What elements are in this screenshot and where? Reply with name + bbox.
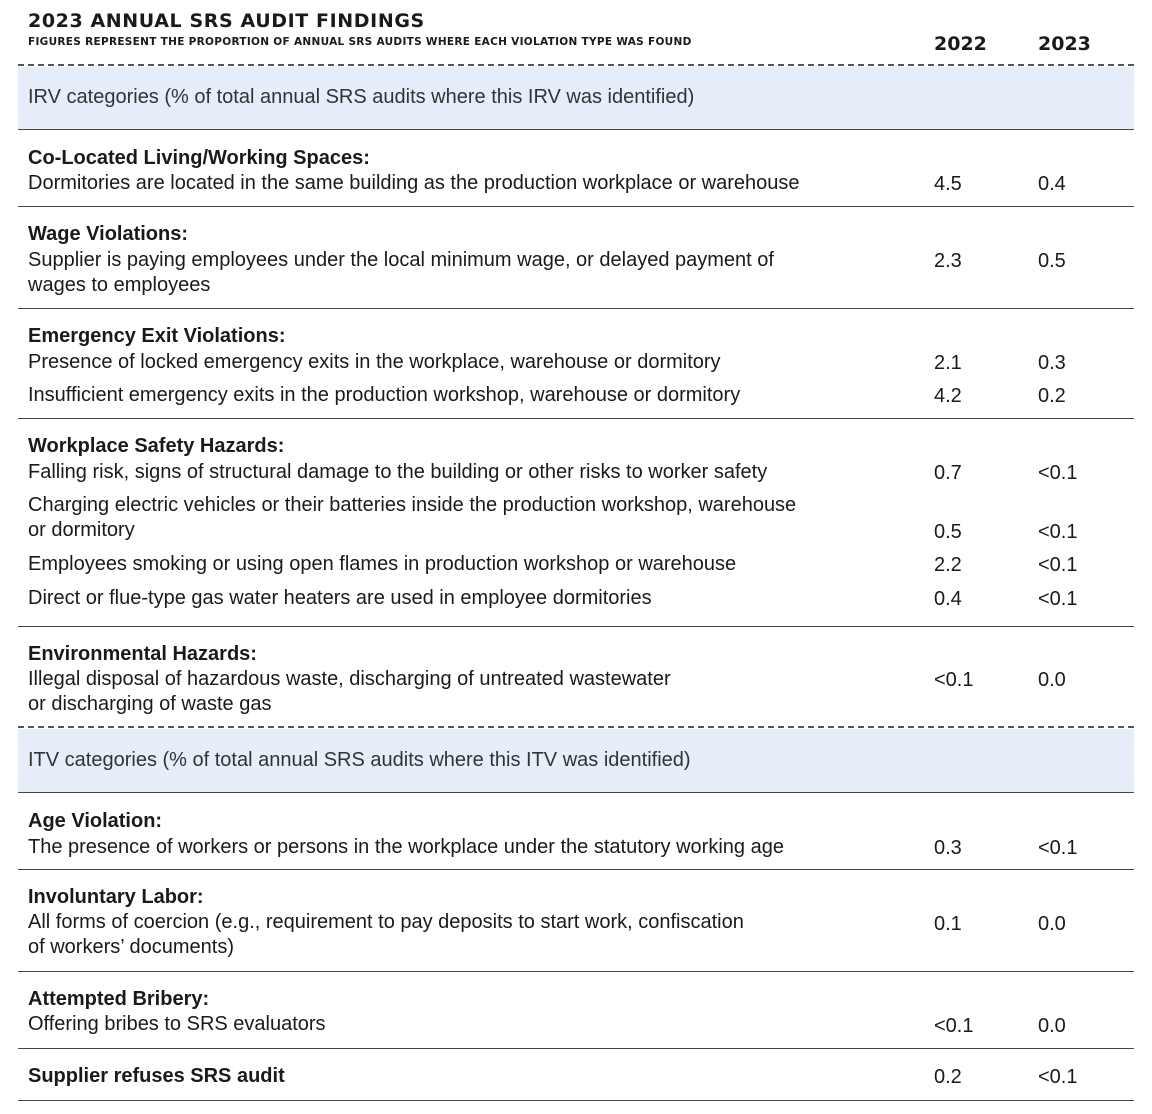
row-divider bbox=[18, 308, 1134, 309]
value-2023: 0.0 bbox=[1038, 1015, 1066, 1037]
row-divider bbox=[18, 418, 1134, 419]
row-description: Employees smoking or using open flames in production workshop or warehouse bbox=[28, 553, 737, 575]
value-2023: 0.0 bbox=[1038, 669, 1066, 691]
value-2022: 4.5 bbox=[934, 173, 962, 195]
value-2023: <0.1 bbox=[1038, 1066, 1078, 1088]
row-description: The presence of workers or persons in the workplace under the statutory working age bbox=[28, 836, 784, 858]
category-heading-age: Age Violation: bbox=[28, 810, 163, 832]
column-header-2022: 2022 bbox=[934, 33, 987, 55]
row-description-line2: or dormitory bbox=[28, 519, 135, 541]
category-heading-involuntary-labor: Involuntary Labor: bbox=[28, 886, 204, 908]
value-2023: <0.1 bbox=[1038, 837, 1078, 859]
value-2023: 0.3 bbox=[1038, 352, 1066, 374]
value-2023: 0.5 bbox=[1038, 250, 1066, 272]
value-2022: 0.7 bbox=[934, 462, 962, 484]
row-description-line1: Supplier is paying employees under the local minimum wage, or delayed payment of bbox=[28, 249, 774, 271]
value-2023: <0.1 bbox=[1038, 588, 1078, 610]
category-heading-emergency-exit: Emergency Exit Violations: bbox=[28, 325, 286, 347]
row-description: Offering bribes to SRS evaluators bbox=[28, 1013, 326, 1035]
value-2023: 0.4 bbox=[1038, 173, 1066, 195]
row-description-line1: All forms of coercion (e.g., requirement to pay deposits to start work, confiscation bbox=[28, 911, 744, 933]
value-2022: 0.3 bbox=[934, 837, 962, 859]
category-heading-environmental: Environmental Hazards: bbox=[28, 643, 257, 665]
value-2023: <0.1 bbox=[1038, 554, 1078, 576]
row-description-line2: or discharging of waste gas bbox=[28, 693, 272, 715]
category-heading-colocated: Co-Located Living/Working Spaces: bbox=[28, 147, 370, 169]
value-2022: <0.1 bbox=[934, 669, 974, 691]
row-divider bbox=[18, 869, 1134, 870]
value-2023: <0.1 bbox=[1038, 521, 1078, 543]
row-divider bbox=[18, 792, 1134, 793]
column-header-2023: 2023 bbox=[1038, 33, 1091, 55]
row-description-line2: wages to employees bbox=[28, 274, 211, 296]
page-title: 2023 ANNUAL SRS AUDIT FINDINGS bbox=[28, 10, 425, 32]
value-2022: 4.2 bbox=[934, 385, 962, 407]
row-description-line2: of workers’ documents) bbox=[28, 936, 234, 958]
value-2022: 0.1 bbox=[934, 913, 962, 935]
row-description-line1: Charging electric vehicles or their batteries inside the production workshop, warehouse bbox=[28, 494, 797, 516]
itv-section-label: ITV categories (% of total annual SRS audits where this ITV was identified) bbox=[28, 749, 691, 771]
row-description: Dormitories are located in the same building as the production workplace or warehouse bbox=[28, 172, 800, 194]
category-heading-bribery: Attempted Bribery: bbox=[28, 988, 210, 1010]
value-2023: <0.1 bbox=[1038, 462, 1078, 484]
value-2022: 0.4 bbox=[934, 588, 962, 610]
value-2022: 2.3 bbox=[934, 250, 962, 272]
category-heading-supplier-refuses: Supplier refuses SRS audit bbox=[28, 1065, 285, 1087]
row-description: Presence of locked emergency exits in the workplace, warehouse or dormitory bbox=[28, 351, 721, 373]
section-divider bbox=[18, 726, 1134, 728]
row-divider bbox=[18, 1100, 1134, 1101]
row-description: Falling risk, signs of structural damage to the building or other risks to worker safety bbox=[28, 461, 768, 483]
value-2023: 0.0 bbox=[1038, 913, 1066, 935]
value-2022: 2.1 bbox=[934, 352, 962, 374]
page-subtitle: FIGURES REPRESENT THE PROPORTION OF ANNUAL SRS AUDITS WHERE EACH VIOLATION TYPE WAS FOUND bbox=[28, 36, 692, 48]
row-description-line1: Illegal disposal of hazardous waste, discharging of untreated wastewater bbox=[28, 668, 671, 690]
value-2023: 0.2 bbox=[1038, 385, 1066, 407]
category-heading-wage: Wage Violations: bbox=[28, 223, 189, 245]
row-description: Direct or flue-type gas water heaters are used in employee dormitories bbox=[28, 587, 652, 609]
value-2022: 2.2 bbox=[934, 554, 962, 576]
category-heading-workplace-safety: Workplace Safety Hazards: bbox=[28, 435, 285, 457]
irv-section-label: IRV categories (% of total annual SRS audits where this IRV was identified) bbox=[28, 86, 695, 108]
value-2022: 0.2 bbox=[934, 1066, 962, 1088]
row-divider bbox=[18, 971, 1134, 972]
row-divider bbox=[18, 129, 1134, 130]
value-2022: 0.5 bbox=[934, 521, 962, 543]
header-divider bbox=[18, 64, 1134, 66]
row-description: Insufficient emergency exits in the production workshop, warehouse or dormitory bbox=[28, 384, 741, 406]
row-divider bbox=[18, 626, 1134, 627]
value-2022: <0.1 bbox=[934, 1015, 974, 1037]
row-divider bbox=[18, 206, 1134, 207]
row-divider bbox=[18, 1048, 1134, 1049]
